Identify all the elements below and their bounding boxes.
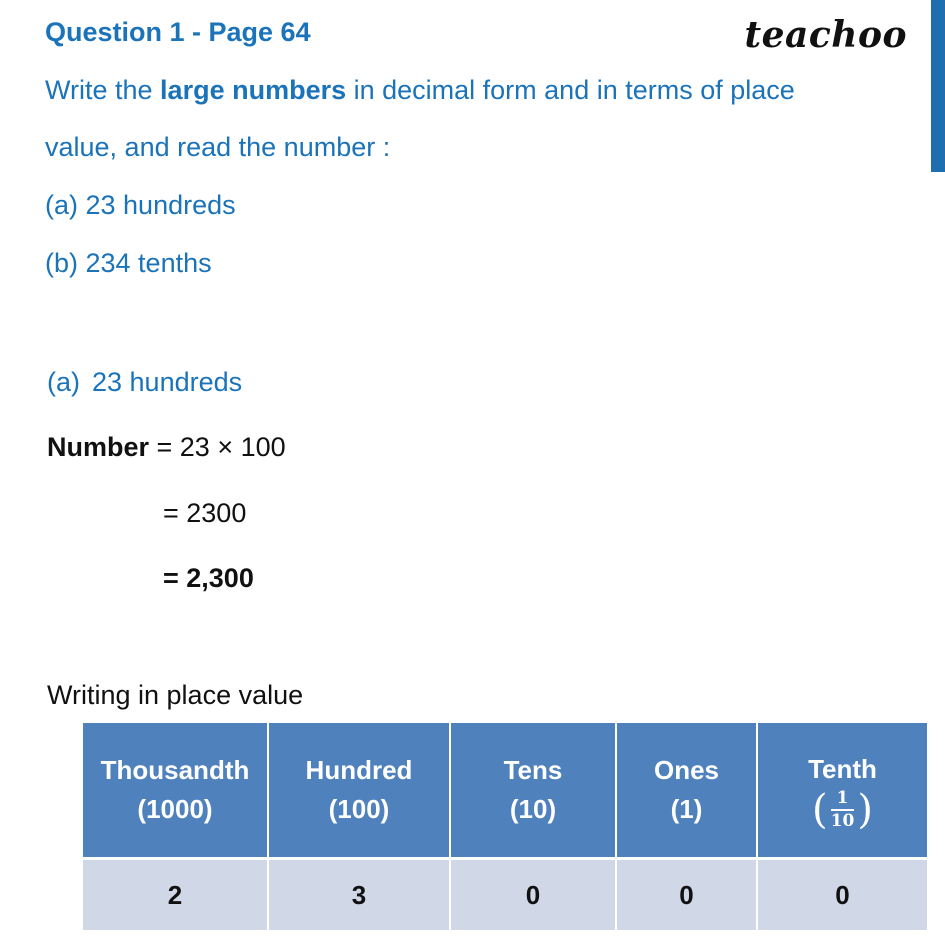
- scrollbar-thumb[interactable]: [931, 0, 945, 172]
- question-line-1-post: in decimal form and in terms of place: [346, 75, 795, 105]
- fraction-denominator: 10: [830, 811, 855, 832]
- question-title: Question 1 - Page 64: [45, 17, 311, 47]
- number-label: Number: [47, 432, 150, 462]
- header-thousandth-line2: (1000): [137, 794, 213, 824]
- header-ones-line2: (1): [670, 794, 703, 824]
- question-part-b: (b) 234 tenths: [45, 248, 212, 278]
- header-tenth-fraction: [812, 787, 873, 834]
- header-thousandth: [83, 723, 268, 859]
- question-line-1-bold: large numbers: [160, 75, 347, 105]
- digit-thousandth: 2: [83, 859, 268, 931]
- left-paren: (: [812, 787, 828, 834]
- place-value-header-row: [83, 723, 927, 859]
- scrollbar[interactable]: [931, 0, 945, 945]
- header-ones-line1: Ones: [653, 755, 720, 785]
- equation-step-3-answer: = 2,300: [163, 563, 254, 593]
- header-hundred-line2: (100): [328, 794, 390, 824]
- header-tens-line2: (10): [509, 794, 557, 824]
- teachoo-logo: teachoo: [744, 14, 907, 56]
- equation-step-2: = 2300: [163, 498, 247, 528]
- question-line-1-pre: Write the: [45, 75, 161, 105]
- place-value-table: [83, 723, 927, 930]
- place-value-digit-row: [83, 859, 927, 931]
- header-tenth: [757, 723, 927, 859]
- header-tens: [450, 723, 616, 859]
- question-line-1: [45, 75, 795, 106]
- header-tenth-line1: Tenth: [808, 753, 877, 784]
- solution-part-a-label: (a): [47, 367, 80, 397]
- fraction-stack: [831, 790, 855, 830]
- solution-part-a-text: 23 hundreds: [92, 367, 243, 397]
- header-tens-line1: Tens: [503, 755, 563, 785]
- place-value-caption: Writing in place value: [47, 680, 304, 710]
- fraction-numerator: 1: [836, 788, 849, 809]
- digit-ones: 0: [616, 859, 757, 931]
- digit-hundred: 3: [268, 859, 450, 931]
- header-thousandth-line1: Thousandth: [100, 755, 250, 785]
- question-part-a: (a) 23 hundreds: [45, 190, 236, 220]
- number-equation: [47, 432, 286, 463]
- equation-step-1: = 23 × 100: [149, 432, 286, 462]
- solution-part-a-heading: [47, 367, 242, 398]
- question-line-2: value, and read the number :: [45, 132, 391, 162]
- digit-tens: 0: [450, 859, 616, 931]
- right-paren: ): [857, 787, 873, 834]
- header-ones: [616, 723, 757, 859]
- digit-tenth: 0: [757, 859, 927, 931]
- header-hundred-line1: Hundred: [305, 755, 413, 785]
- header-hundred: [268, 723, 450, 859]
